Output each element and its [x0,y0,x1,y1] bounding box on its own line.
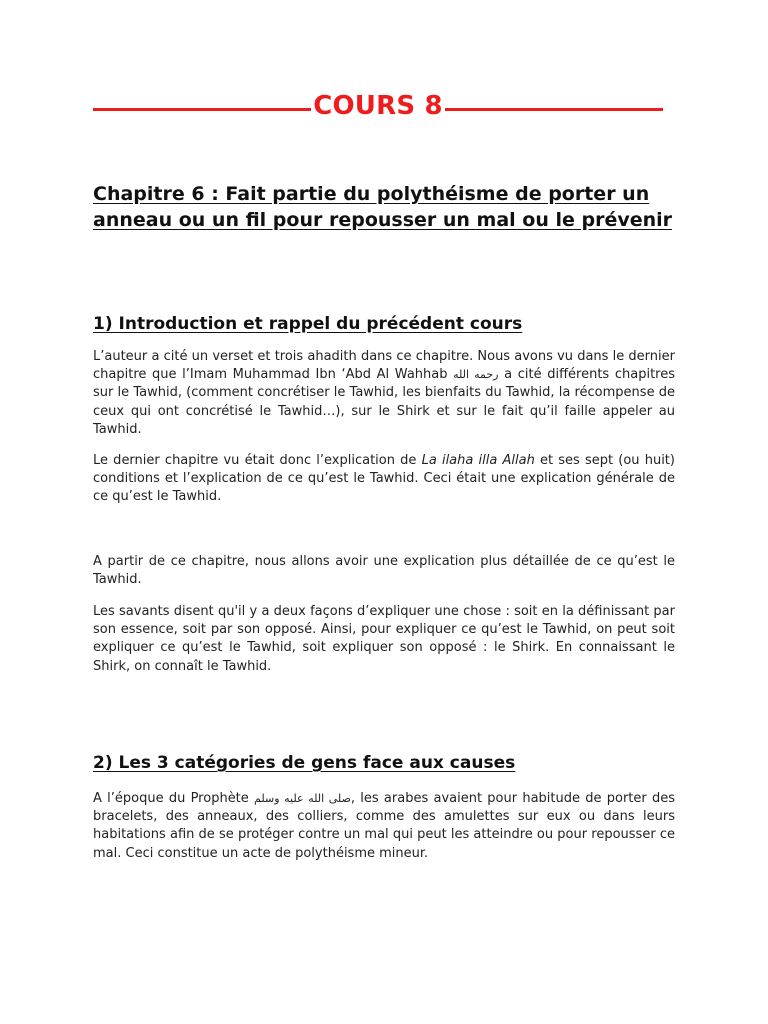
paragraph-5-text-b: , les arabes avaient pour habitude de porter des bracelets, des anneaux, des colliers, comme des amulettes sur eux ou dans leurs habitations afin de se protéger contre un mal qui peut les atteindre ou pour repousser ce mal. Ceci constitue un acte de polythéisme mineur. [93,791,676,861]
section-heading-1: 1) Introduction et rappel du précédent cours [93,314,523,334]
paragraph-1-text-b: a cité différents chapitres sur le Tawhid, (comment concrétiser le Tawhid, les bienfaits du Tawhid, la récompense de ceux qui ont concrétisé le Tawhid…), sur le Shirk et sur le fait qu’il faille appeler au Tawhid. [93,367,675,437]
paragraph-5-text-a: A l’époque du Prophète [93,791,255,806]
paragraph-2-text-a: Le dernier chapitre vu était donc l’explication de [93,453,422,468]
course-title: COURS 8 [313,91,443,121]
paragraph-2 [93,452,675,507]
section-heading-2: 2) Les 3 catégories de gens face aux causes [93,753,516,773]
course-title-row [93,89,663,123]
paragraph-2-italic: La ilaha illa Allah [421,453,535,468]
paragraph-2-text-b: et ses sept (ou huit) conditions et l’explication de ce qu’est le Tawhid. Ceci était une explication générale de ce qu’est le Tawhid. [93,453,675,505]
paragraph-1 [93,348,675,439]
paragraph-3: A partir de ce chapitre, nous allons avoir une explication plus détaillée de ce qu’est le Tawhid. [93,554,675,588]
chapter-title: Chapitre 6 : Fait partie du polythéisme de porter un anneau ou un fil pour repousser un mal ou le prévenir [93,183,673,231]
title-rule-right [445,108,663,111]
paragraph-5-arabic-honorific: صلى الله عليه وسلم [254,792,351,805]
paragraph-4: Les savants disent qu'il y a deux façons d’expliquer une chose : soit en la définissant par son essence, soit par son opposé. Ainsi, pour expliquer ce qu’est le Tawhid, on peut soit expliquer ce qu’est le Tawhid, soit expliquer son opposé : le Shirk. En connaissant le Shirk, on connaît le Tawhid. [93,604,675,674]
paragraph-1-text-a: L’auteur a cité un verset et trois ahadith dans ce chapitre. Nous avons vu dans le dernier chapitre que l’Imam Muhammad Ibn ‘Abd Al Wahhab [93,349,675,383]
title-rule-left [93,108,311,111]
paragraph-1-arabic-honorific: رحمه الله [453,368,499,382]
paragraph-5 [93,790,675,863]
